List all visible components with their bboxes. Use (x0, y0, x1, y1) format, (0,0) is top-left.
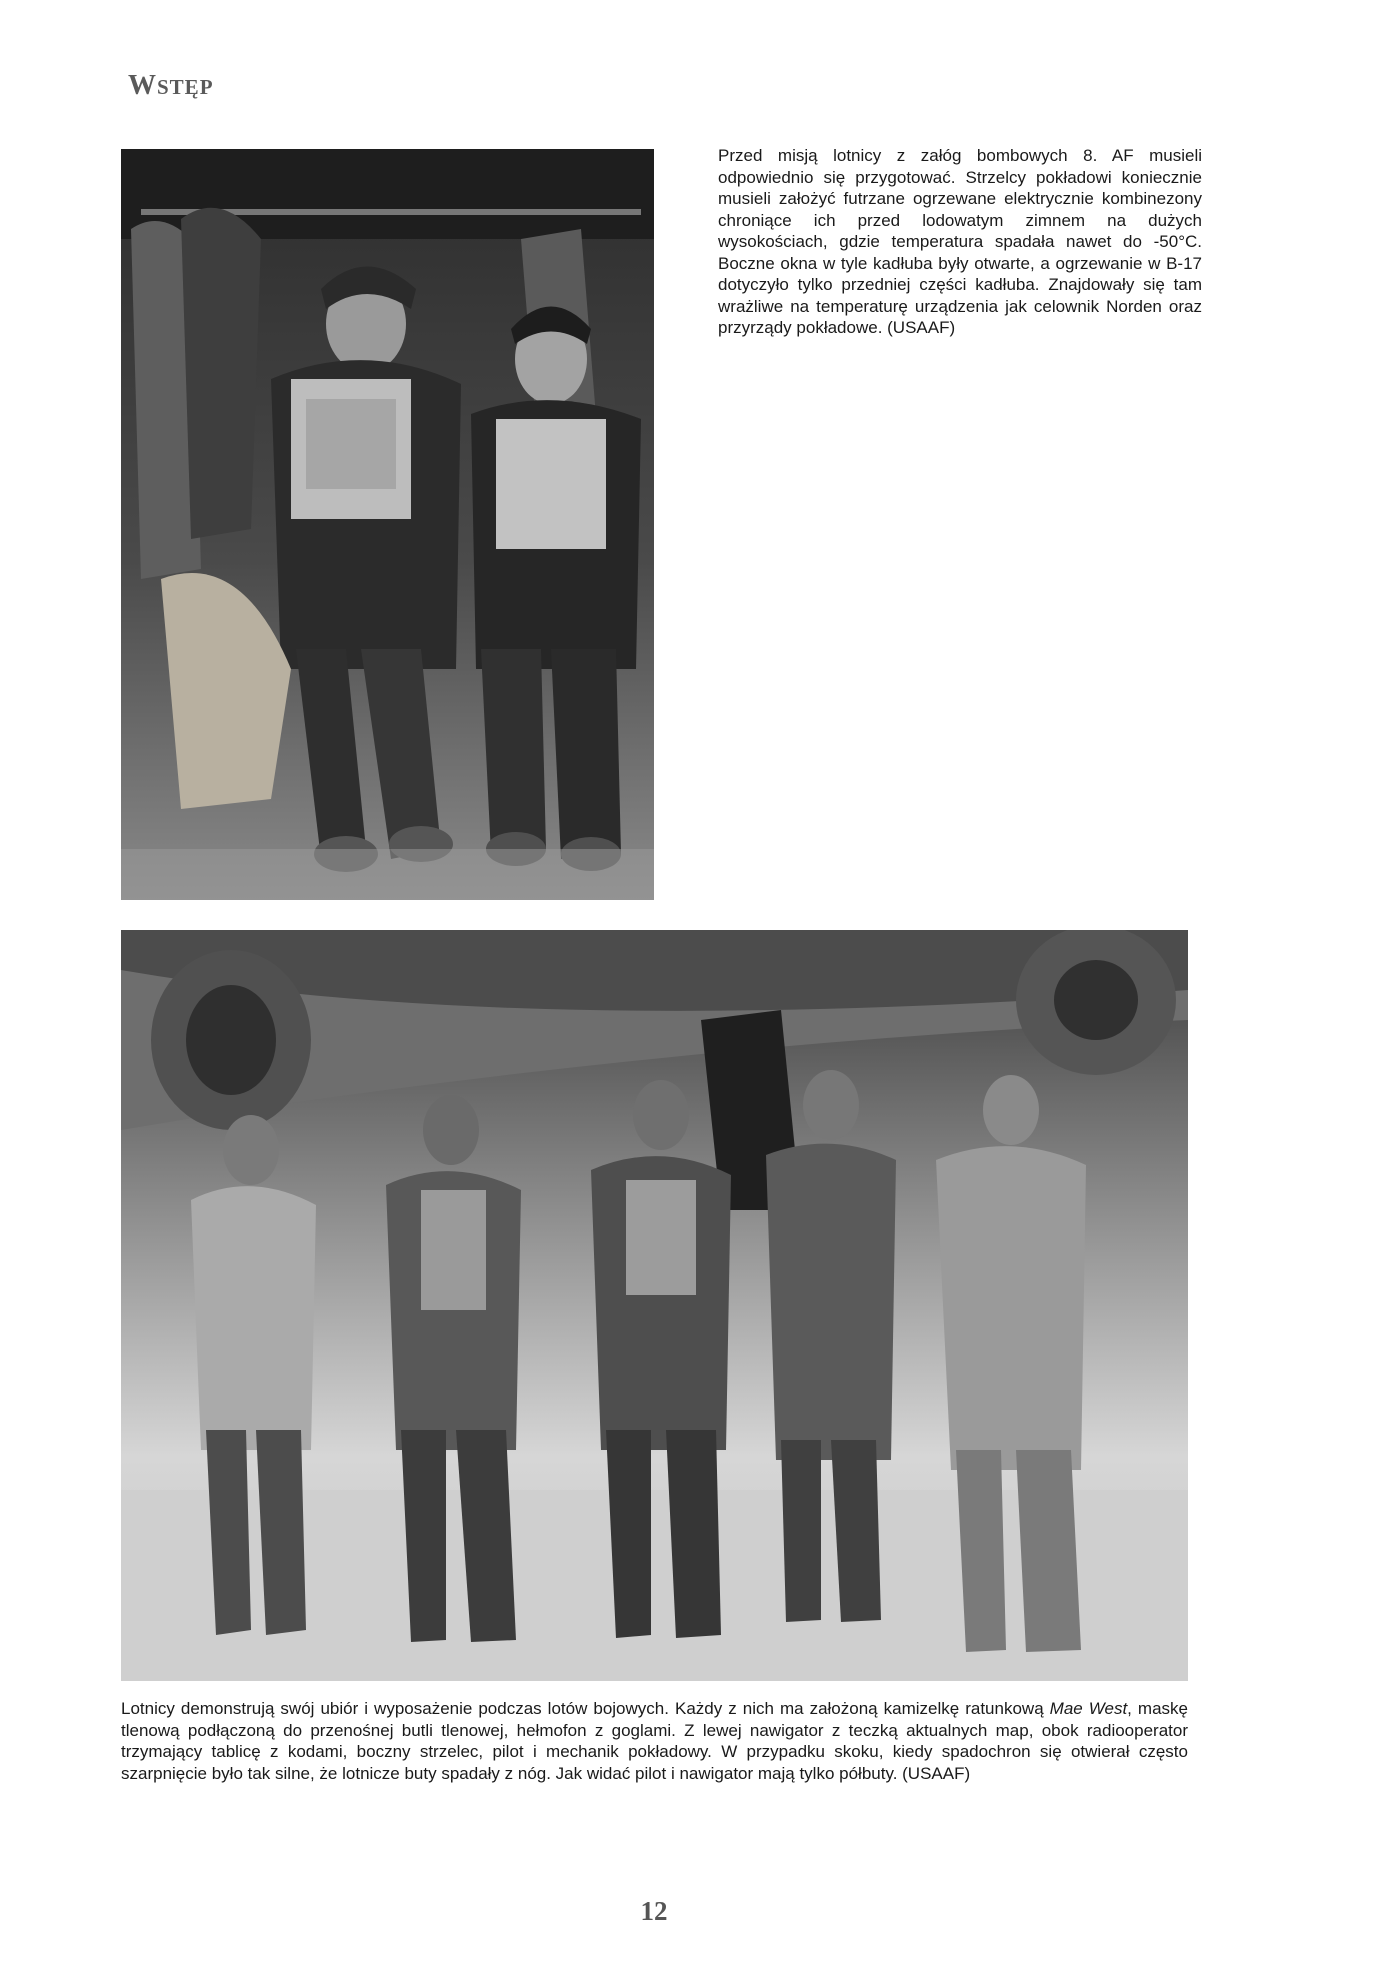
section-header-rest: STĘP (157, 75, 214, 99)
caption-photo-2 (121, 1698, 1188, 1784)
photo-airmen-dressing-image (121, 149, 654, 900)
page-number: 12 (640, 1896, 668, 1926)
section-header (128, 70, 214, 102)
section-header-initial: W (128, 70, 157, 101)
caption-photo-1: Przed misją lotnicy z załóg bombowych 8. AF musieli odpowiednio się przygotować. Strzelcy pokładowi koniecznie musieli założyć futrzane ogrzewane elektrycznie kombinezony chroniące ich przed lodowatym zimnem na dużych wysokościach, gdzie temperatura spadała nawet do -50°C. Boczne okna w tyle kadłuba były otwarte, a ogrzewanie w B-17 dotyczyło tylko przedniej części kadłuba. Znajdowały się tam wrażliwe na temperaturę urządzenia jak celownik Norden oraz przyrządy pokładowe. (USAAF) (718, 146, 1202, 337)
caption-photo-2-part2: , maskę tlenową podłączoną do przenośnej butli tlenowej, hełmofon z goglami. Z lewej nawigator z teczką aktualnych map, obok radiooperator trzymający tablicę z kodami, boczny strzelec, pilot i mechanik pokładowy. W przypadku skoku, kiedy spadochron się otwierał często szarpnięcie było tak silne, że lotnicze buty spadały z nóg. Jak widać pilot i nawigator mają tylko półbuty. (USAAF) (121, 1699, 1188, 1783)
photo-airmen-crew-image (121, 930, 1188, 1681)
caption-photo-2-emphasis: Mae West (1049, 1699, 1128, 1718)
caption-photo-2-part1: Lotnicy demonstrują swój ubiór i wyposażenie podczas lotów bojowych. Każdy z nich ma założoną kamizelkę ratunkową (121, 1699, 1050, 1718)
photo-airmen-dressing (121, 149, 654, 900)
photo-airmen-crew (121, 930, 1188, 1681)
